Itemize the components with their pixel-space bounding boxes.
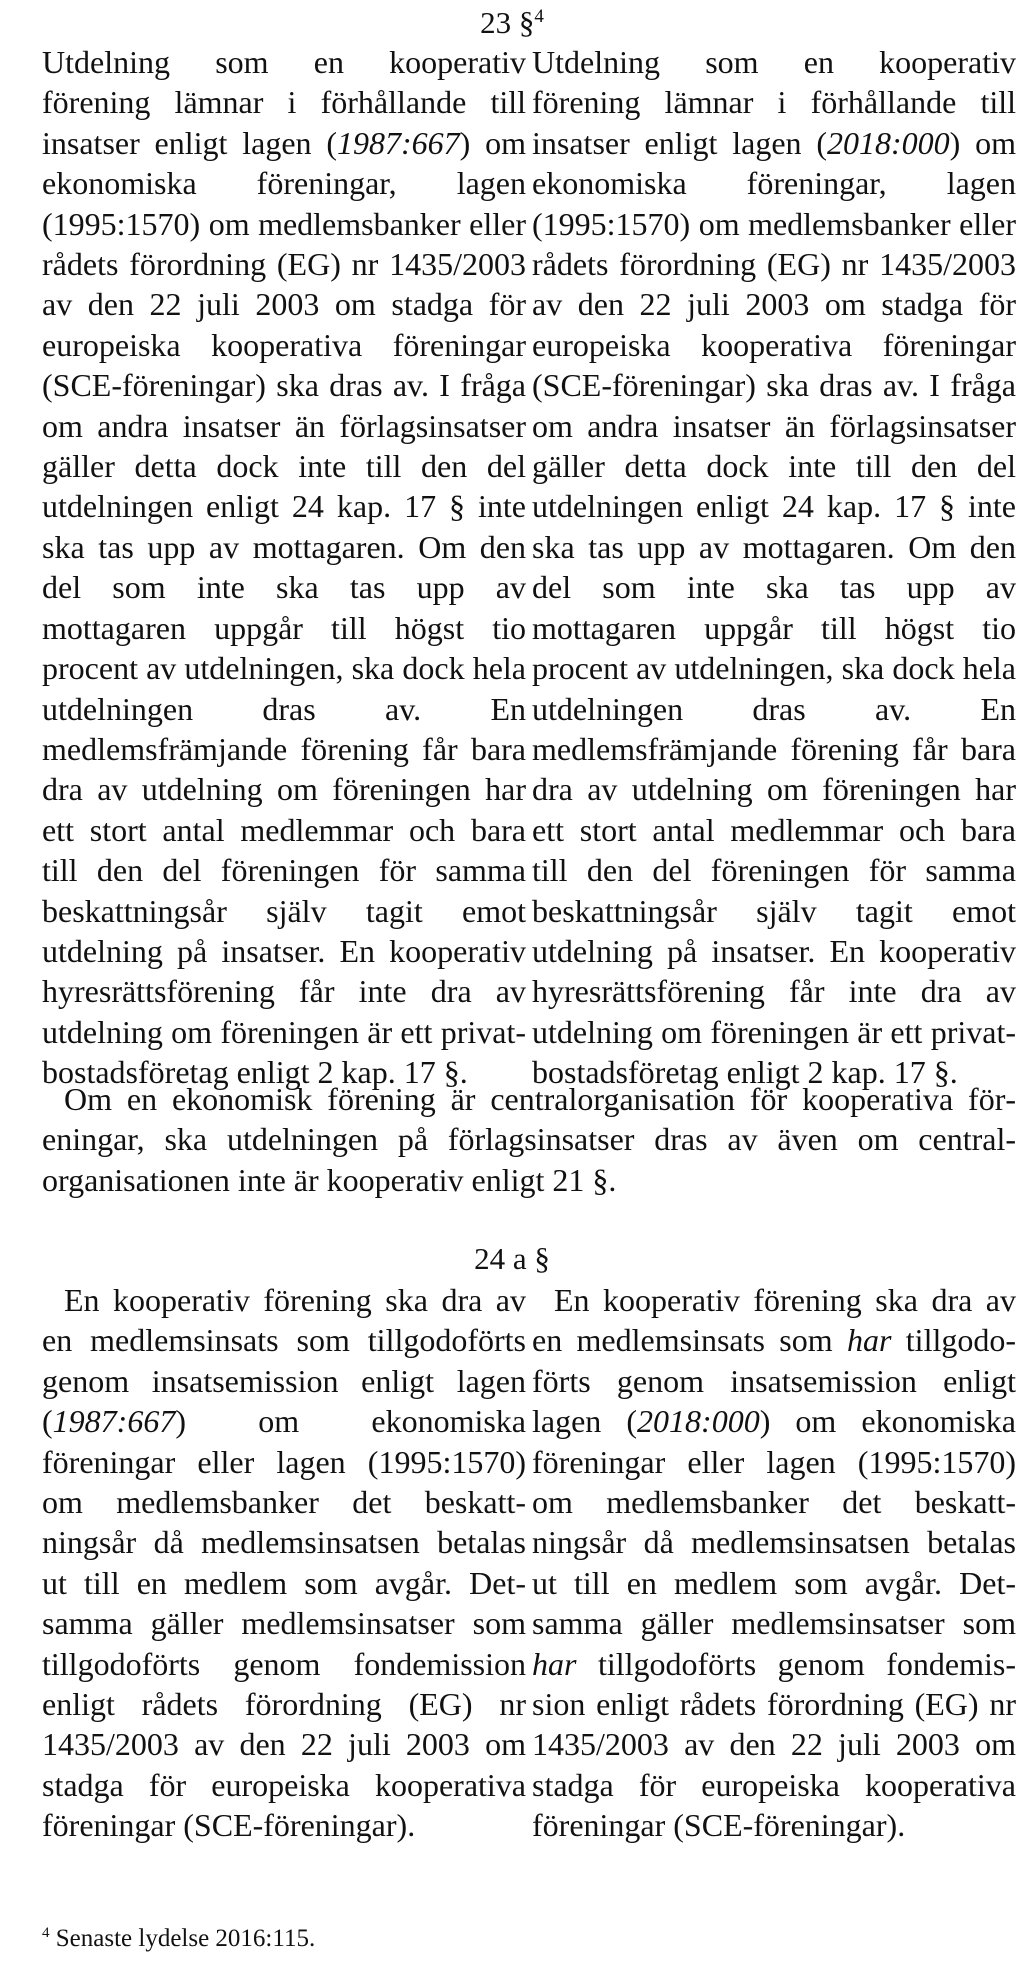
section-24a-proposed-paragraph: En kooperativ förening ska dra av en medlemsinsats som har tillgodoförts genom insatsemission enligt lagen (2018:000) om ekonomiska föreningar eller lagen (1995:1570) om medlemsbanker det beskattningsår då medlemsinsatsen betalas ut till en medlem som avgår. Detsamma gäller medlemsinsatser som har tillgodoförts genom fondemission enligt rådets förordning (EG) nr 1435/2003 av den 22 juli 2003 om stadga för europeiska kooperativa föreningar (SCE-föreningar). [532, 1282, 1017, 1844]
section-23-shared-text [42, 1079, 1016, 1200]
section-23-heading [0, 4, 1024, 42]
law-reference-current: 1987:667 [52, 1403, 176, 1440]
footnote [42, 1924, 315, 1954]
law-reference-proposed: 2018:000 [637, 1403, 760, 1440]
section-24a-current-text [42, 1280, 526, 1846]
section-23-shared-paragraph: Om en ekonomisk förening är centralorganisation för kooperativa föreningar, ska utdelningen på förlagsinsatser dras av även om centralorganisationen inte är kooperativ enligt 21 §. [42, 1081, 1016, 1198]
inserted-word: har [532, 1645, 577, 1682]
section-23-current-text [42, 42, 526, 1093]
section-23-current-paragraph: Utdelning som en kooperativ förening lämnar i förhållande till insatser enligt lagen (1987:667) om ekonomiska föreningar, lagen (1995:1570) om medlemsbanker eller rådets förordning (EG) nr 1435/2003 av den 22 juli 2003 om stadga för europeiska kooperativa föreningar (SCE-föreningar) ska dras av. I fråga om andra insatser än förlagsinsatser gäller detta dock inte till den del utdelningen enligt 24 kap. 17 § inte ska tas upp av mottagaren. Om den del som inte ska tas upp av mottagaren uppgår till högst tio procent av utdelningen, ska dock hela utdelningen dras av. En medlemsfrämjande förening får bara dra av utdelning om föreningen har ett stort antal medlemmar och bara till den del föreningen för samma beskattningsår själv tagit emot utdelning på insatser. En kooperativ hyresrättsförening får inte dra av utdelning om föreningen är ett privatbostadsföretag enligt 2 kap. 17 §. [42, 44, 527, 1091]
section-24a-proposed-text [532, 1280, 1016, 1846]
footnote-marker: 4 [42, 1925, 50, 1941]
footnote-reference: 4 [534, 6, 544, 27]
section-24a-heading [0, 1240, 1024, 1278]
section-24a-current-paragraph: En kooperativ förening ska dra av en medlemsinsats som tillgodoförts genom insatsemission enligt lagen (1987:667) om ekonomiska föreningar eller lagen (1995:1570) om medlemsbanker det beskattningsår då medlemsinsatsen betalas ut till en medlem som avgår. Detsamma gäller medlemsinsatser som tillgodoförts genom fondemission enligt rådets förordning (EG) nr 1435/2003 av den 22 juli 2003 om stadga för europeiska kooperativa föreningar (SCE-föreningar). [42, 1282, 526, 1844]
section-24a-number: 24 a § [474, 1241, 550, 1276]
section-23-proposed-paragraph: Utdelning som en kooperativ förening lämnar i förhållande till insatser enligt lagen (2018:000) om ekonomiska föreningar, lagen (1995:1570) om medlemsbanker eller rådets förordning (EG) nr 1435/2003 av den 22 juli 2003 om stadga för europeiska kooperativa föreningar (SCE-föreningar) ska dras av. I fråga om andra insatser än förlagsinsatser gäller detta dock inte till den del utdelningen enligt 24 kap. 17 § inte ska tas upp av mottagaren. Om den del som inte ska tas upp av mottagaren uppgår till högst tio procent av utdelningen, ska dock hela utdelningen dras av. En medlemsfrämjande förening får bara dra av utdelning om föreningen har ett stort antal medlemmar och bara till den del föreningen för samma beskattningsår själv tagit emot utdelning på insatser. En kooperativ hyresrättsförening får inte dra av utdelning om föreningen är ett privatbostadsföretag enligt 2 kap. 17 §. [532, 44, 1017, 1091]
section-23-current-body: om ekonomiska föreningar, lagen (1995:1570) om medlemsbanker eller rådets förordning (EG) nr 1435/2003 av den 22 juli 2003 om stadga för europeiska kooperativa föreningar (SCE-föreningar) ska dras av. I fråga om andra insatser än förlagsinsatser gäller detta dock inte till den del utdelningen enligt 24 kap. 17 § inte ska tas upp av mottagaren. Om den del som inte ska tas upp av mottagaren uppgår till högst tio procent av utdelningen, ska dock hela utdelningen dras av. En medlemsfrämjande förening får bara dra av utdelning om föreningen har ett stort antal medlemmar och bara till den del föreningen för samma beskattningsår själv tagit emot utdelning på insatser. En kooperativ hyresrättsförening får inte dra av utdelning om föreningen är ett privatbostadsföretag enligt 2 kap. 17 §. [42, 124, 527, 1091]
law-reference-current: 1987:667 [337, 124, 460, 161]
section-23-proposed-body: om ekonomiska föreningar, lagen (1995:1570) om medlemsbanker eller rådets förordning (EG) nr 1435/2003 av den 22 juli 2003 om stadga för europeiska kooperativa föreningar (SCE-föreningar) ska dras av. I fråga om andra insatser än förlagsinsatser gäller detta dock inte till den del utdelningen enligt 24 kap. 17 § inte ska tas upp av mottagaren. Om den del som inte ska tas upp av mottagaren uppgår till högst tio procent av utdelningen, ska dock hela utdelningen dras av. En medlemsfrämjande förening får bara dra av utdelning om föreningen har ett stort antal medlemmar och bara till den del föreningen för samma beskattningsår själv tagit emot utdelning på insatser. En kooperativ hyresrättsförening får inte dra av utdelning om föreningen är ett privatbostadsföretag enligt 2 kap. 17 §. [532, 124, 1017, 1091]
section-23-number: 23 § [480, 5, 535, 40]
inserted-word: har [847, 1322, 892, 1359]
section-23-proposed-text [532, 42, 1016, 1093]
footnote-text: Senaste lydelse 2016:115. [49, 1925, 316, 1952]
law-reference-proposed: 2018:000 [827, 124, 950, 161]
